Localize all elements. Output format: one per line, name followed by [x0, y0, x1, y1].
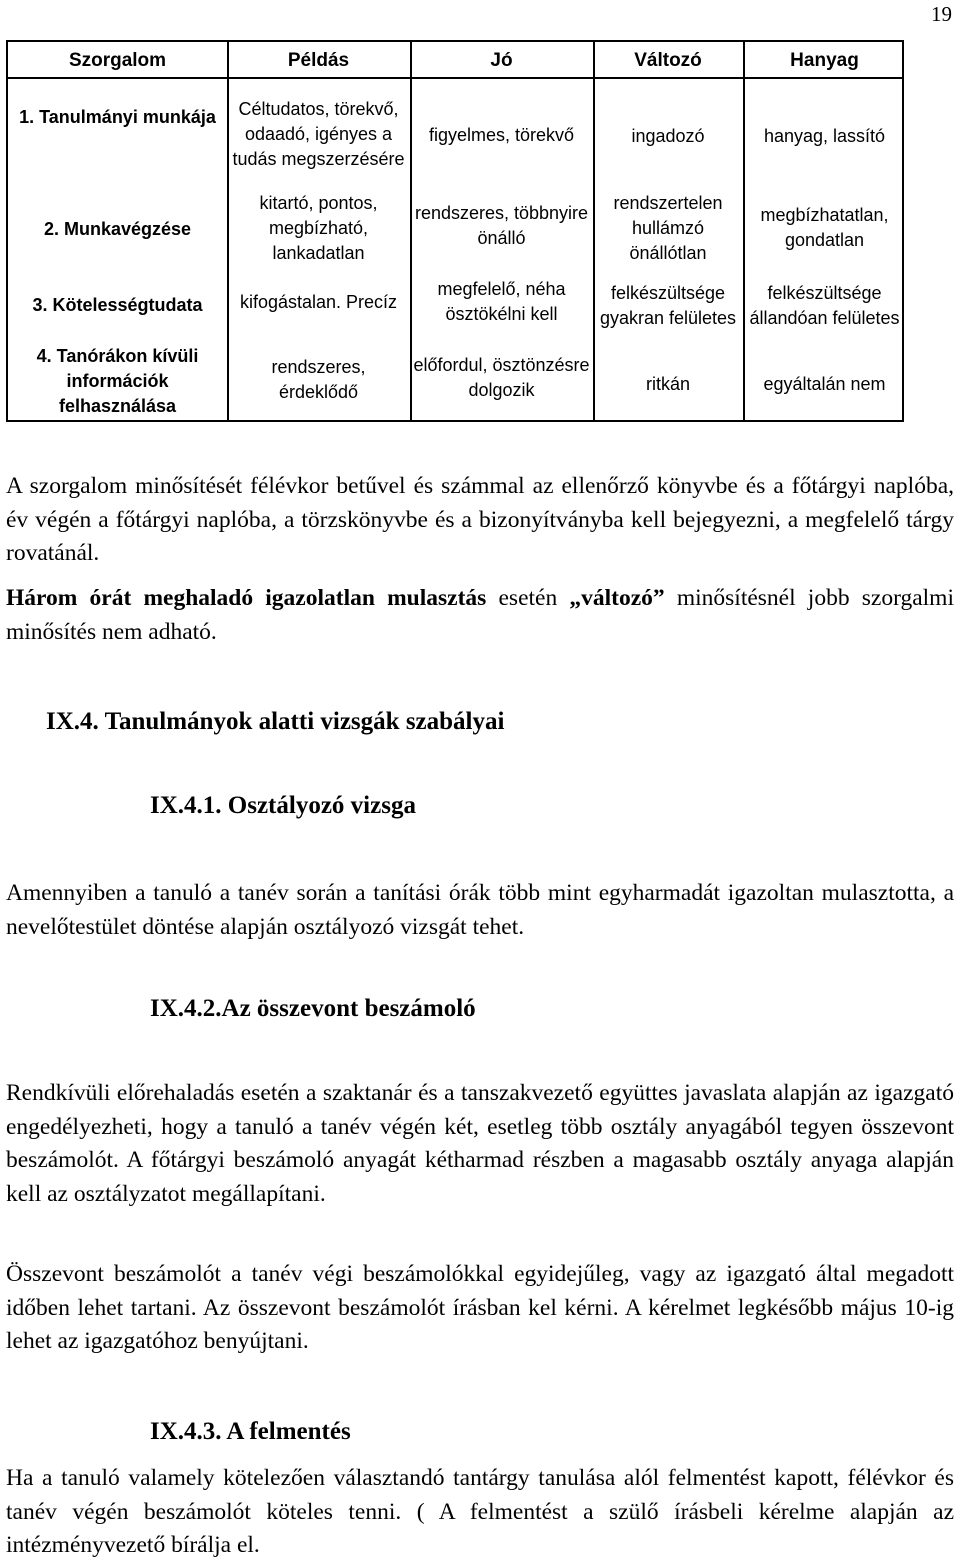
criterion-1: 1. Tanulmányi munkája [19, 106, 216, 127]
table-header-row [8, 42, 902, 79]
paragraph-unexcused-absence [6, 582, 954, 649]
page-number: 19 [931, 2, 952, 26]
paragraph-osszevont-1 [6, 1077, 954, 1211]
section-heading-ix43: IX.4.3. A felmentés [150, 1418, 351, 1445]
paragraph-text: Ha a tanuló valamely kötelezően választandó tantárgy tanulása alól felmentést kapott, félévkor és tanév végén beszámolót köteles tenni. ( A felmentést a szülő írásbeli kérelme alapján az intézményvezető bírálja el. [6, 1465, 954, 1558]
paragraph-text: Összevont beszámolót a tanév végi beszámolókkal egyidejűleg, vagy az igazgató által megadott időben lehet tartani. Az összevont beszámolót írásban kel kérni. A kérelmet legkésőbb május 10-ig lehet az igazgatóhoz benyújtani. [6, 1261, 954, 1354]
text-fragment: esetén [486, 585, 570, 611]
quoted-grade: „változó” [569, 585, 665, 611]
paragraph-osztalyozo-vizsga [6, 877, 954, 944]
header-jo: Jó [490, 50, 513, 71]
cell-hanyag-4: egyáltalán nem [763, 373, 886, 394]
section-heading-ix4: IX.4. Tanulmányok alatti vizsgák szabályai [46, 708, 505, 735]
cell-valtozo-1: ingadozó [631, 125, 705, 146]
cell-jo-4: előfordul, ösztönzésre dolgozik [413, 355, 590, 400]
cell-jo-2: rendszeres, többnyire önálló [414, 203, 589, 248]
bold-phrase: Három órát meghaladó igazolatlan mulasztás [6, 585, 487, 611]
criterion-3: 3. Kötelességtudata [32, 294, 203, 315]
cell-peldas-1: Céltudatos, törekvő, odaadó, igényes a tudás megszerzésére [232, 98, 405, 169]
cell-jo-3: megfelelő, néha ösztökélni kell [437, 279, 566, 324]
header-hanyag: Hanyag [790, 50, 859, 71]
text-fragment: minősítésnél jobb szorgalmi minősítés nem adható. [6, 585, 954, 645]
paragraph-text: A szorgalom minősítését félévkor betűvel és számmal az ellenőrző könyvbe és a főtárgyi naplóba, év végén a főtárgyi naplóba, a törzskönyvbe és a bizonyítványba kell bejegyezni, a megfelelő tárgy rovatánál. [6, 473, 954, 566]
paragraph-szorgalom-rules [6, 470, 954, 571]
cell-hanyag-3: felkészültsége állandóan felületes [749, 283, 900, 328]
cell-valtozo-4: ritkán [645, 373, 690, 394]
cell-hanyag-1: hanyag, lassító [763, 125, 886, 146]
paragraph-osszevont-2 [6, 1258, 954, 1359]
section-heading-ix42: IX.4.2.Az összevont beszámoló [150, 995, 476, 1022]
cell-peldas-4: rendszeres, érdeklődő [271, 357, 366, 402]
section-heading-ix41: IX.4.1. Osztályozó vizsga [150, 792, 416, 819]
cell-valtozo-2: rendszertelen hullámzó önállótlan [613, 192, 723, 263]
cell-peldas-3: kifogástalan. Precíz [239, 291, 398, 312]
cell-peldas-2: kitartó, pontos, megbízható, lankadatlan [259, 192, 378, 263]
header-valtozo: Változó [634, 50, 702, 71]
criterion-2: 2. Munkavégzése [43, 218, 192, 239]
criterion-4: 4. Tanórákon kívüli információk felhasználása [36, 345, 199, 416]
cell-hanyag-2: megbízhatatlan, gondatlan [760, 205, 889, 250]
paragraph-text: Amennyiben a tanuló a tanév során a tanítási órák több mint egyharmadát igazoltan mulasztotta, a nevelőtestület döntése alapján osztályozó vizsgát tehet. [6, 880, 954, 940]
header-peldas: Példás [287, 50, 350, 71]
paragraph-text: Rendkívüli előrehaladás esetén a szaktanár és a tanszakvezető együttes javaslata alapján az igazgató engedélyezheti, hogy a tanuló a tanév végén két, esetleg több osztály anyagából tegyen összevont beszámolót. A főtárgyi beszámoló anyagát kétharmad részben a magasabb osztály anyaga alapján kell az osztályzatot megállapítani. [6, 1080, 954, 1207]
paragraph-text [6, 582, 954, 649]
header-szorgalom: Szorgalom [68, 50, 167, 71]
paragraph-felmentes [6, 1462, 954, 1563]
cell-valtozo-3: felkészültsége gyakran felületes [599, 283, 737, 328]
cell-jo-1: figyelmes, törekvő [428, 124, 575, 145]
grading-table [6, 40, 904, 422]
